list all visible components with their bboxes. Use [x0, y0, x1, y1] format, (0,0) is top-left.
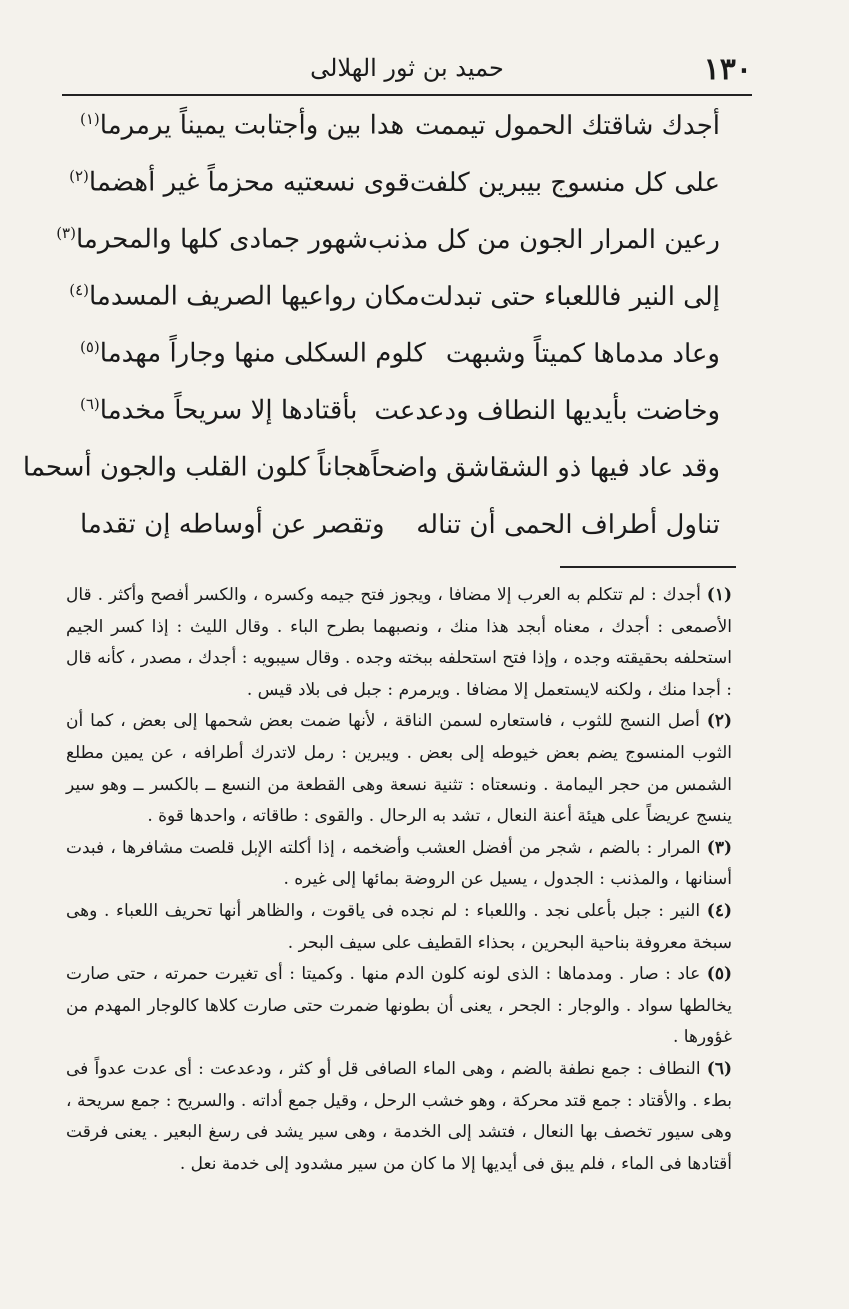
footnote-ref: (٣) — [56, 224, 76, 242]
verse-second-hemistich — [23, 452, 371, 483]
verse — [80, 395, 720, 452]
footnote-ref: (١) — [80, 110, 100, 128]
footnote-ref: (٤) — [69, 281, 89, 299]
footnote-number: (٣) — [706, 837, 732, 858]
footnote — [66, 896, 732, 959]
footnote-text: أجدك : لم تتكلم به العرب إلا مضافا ، ويجوز فتح جيمه وكسره ، والكسر أفصح وأكثر . قال الأصمعى : أجدك ، معناه أبجد هذا منك ، ونصبهما بطرح الباء . وقال الليث : إذا كسر الجيم استحلفه بحقيقته وجده ، وإذا فتح استحلفه ببخته وجده . وقال سيبويه : أجدك ، مصدر ، كأنه قال : أجدا منك ، ولكنه لايستعمل إلا مضافا . ويرمرم : جبل فى بلاد قيس . — [66, 585, 732, 700]
verse-first-hemistich: أجدك شاقتك الحمول تيممت — [414, 110, 720, 141]
verse-first-hemistich: على كل منسوج بيبرين كلفت — [409, 167, 720, 198]
verse-second-hemistich — [69, 167, 410, 198]
verse-second-hemistich — [80, 509, 385, 540]
footnote-ref: (٦) — [80, 395, 100, 413]
footnote-text: النطاف : جمع نطفة بالضم ، وهى الماء الصافى قل أو كثر ، ودعدعت : أى عدت عدواً فى بطء . والأقتاد : جمع قتد محركة ، وهو خشب الرحل ، وقيل جمع أداته . والسريح : جمع سريحة ، وهى سيور تخصف بها النعال ، فتشد إلى الخدمة ، وهى سير يشد فى رسغ البعير . يعنى فرقت أقتادها فى الماء ، فلم يبق فى أيديها إلا ما كان من سير مشدود إلى خدمة نعل . — [66, 1058, 732, 1174]
verse-second-text: وتقصر عن أوساطه إن تقدما — [80, 509, 385, 540]
footnote-number: (٥) — [706, 964, 733, 985]
verse-first-hemistich: إلى النير فاللعباء حتى تبدلت — [419, 281, 720, 312]
footnote-number: (٤) — [706, 900, 733, 921]
footnote-number: (٢) — [706, 711, 732, 732]
footnote — [66, 959, 732, 1054]
verse-first-hemistich: رعين المرار الجون من كل مذنب — [368, 224, 720, 255]
page-number: ١٣٠ — [703, 52, 752, 87]
verse — [69, 281, 720, 338]
verse — [56, 224, 720, 281]
footnote-text: عاد : صار . ومدماها : الذى لونه كلون الدم منها . وكميتا : أى تغيرت حمرته ، حتى صارت يخالطها سواد . والوجار : الجحر ، يعنى أن بطونها ضمرت حتى صارت كلاها كالوجار المهدم من غؤورها . — [66, 964, 732, 1048]
verse — [22, 452, 720, 509]
footnotes — [66, 580, 732, 1180]
verse-second-text: هدا بين وأجتابت يميناً يرمرما — [99, 110, 405, 141]
running-title: حميد بن ثور الهلالى — [310, 54, 504, 82]
footnote-number: (٦) — [706, 1058, 733, 1079]
verse — [80, 338, 720, 395]
verse-second-hemistich — [56, 224, 368, 255]
footnote — [66, 580, 732, 706]
verse — [80, 110, 720, 167]
verse-second-text: قوى نسعتيه محزماً غير أهضما — [88, 167, 410, 198]
verse-second-text: بأقتادها إلا سريحاً مخدما — [99, 395, 358, 426]
footnote — [66, 1054, 732, 1180]
verse-first-hemistich: تناول أطراف الحمى أن تناله — [416, 509, 720, 540]
verse-second-text: كلوم السكلى منها وجاراً مهدما — [99, 338, 426, 369]
footnote-text: أصل النسج للثوب ، فاستعاره لسمن الناقة ، لأنها ضمت بعض شحمها إلى بعض ، كما أن الثوب المنسوج يضم بعض خيوطه إلى بعض . ويبرين : رمل لاتدرك أطرافه ، عن يمين مطلع الشمس من حجر اليمامة . ونسعتاه : تثنية نسعة وهى القطعة من النسع ــ بالكسر ــ وهو سير ينسج عريضاً على هيئة أعنة النعال ، تشد به الرحال . والقوى : طاقاته ، واحدها قوة . — [66, 711, 732, 827]
verse-second-text: مكان رواعيها الصريف المسدما — [88, 281, 420, 312]
verse-first-hemistich: وخاضت بأيديها النطاف ودعدعت — [374, 395, 720, 426]
verse-second-text: هجاناً كلون القلب والجون أسحما — [22, 452, 372, 483]
verse-second-hemistich — [80, 110, 404, 141]
verse-second-hemistich — [69, 281, 420, 312]
footnote-separator — [560, 566, 736, 568]
footnote-ref: (٢) — [69, 167, 89, 185]
verse — [80, 509, 720, 566]
page-header — [62, 50, 752, 96]
footnote-text: المرار : بالضم ، شجر من أفضل العشب وأضخمه ، إذا أكلته الإبل قلصت مشافرها ، فبدت أسنانها ، والمذنب : الجدول ، يسيل عن الروضة بمائها إلى غيره . — [66, 837, 732, 890]
footnote — [66, 706, 732, 832]
verse-second-text: شهور جمادى كلها والمحرما — [75, 224, 369, 255]
verse-first-hemistich: وعاد مدماها كميتاً وشبهت — [445, 338, 720, 369]
verse-second-hemistich — [80, 338, 426, 369]
verse-first-hemistich: وقد عاد فيها ذو الشقاشق واضحاً — [371, 452, 720, 483]
footnote-number: (١) — [706, 585, 732, 605]
verse-second-hemistich — [80, 395, 357, 426]
verse — [69, 167, 720, 224]
footnote-text: النير : جبل بأعلى نجد . واللعباء : لم نجده فى ياقوت ، والظاهر أنها تحريف اللعباء . وهى سبخة معروفة بناحية البحرين ، بحذاء القطيف على سيف البحر . — [66, 900, 732, 953]
poem — [22, 110, 720, 566]
footnote — [66, 833, 732, 896]
footnote-ref: (٥) — [80, 338, 100, 356]
